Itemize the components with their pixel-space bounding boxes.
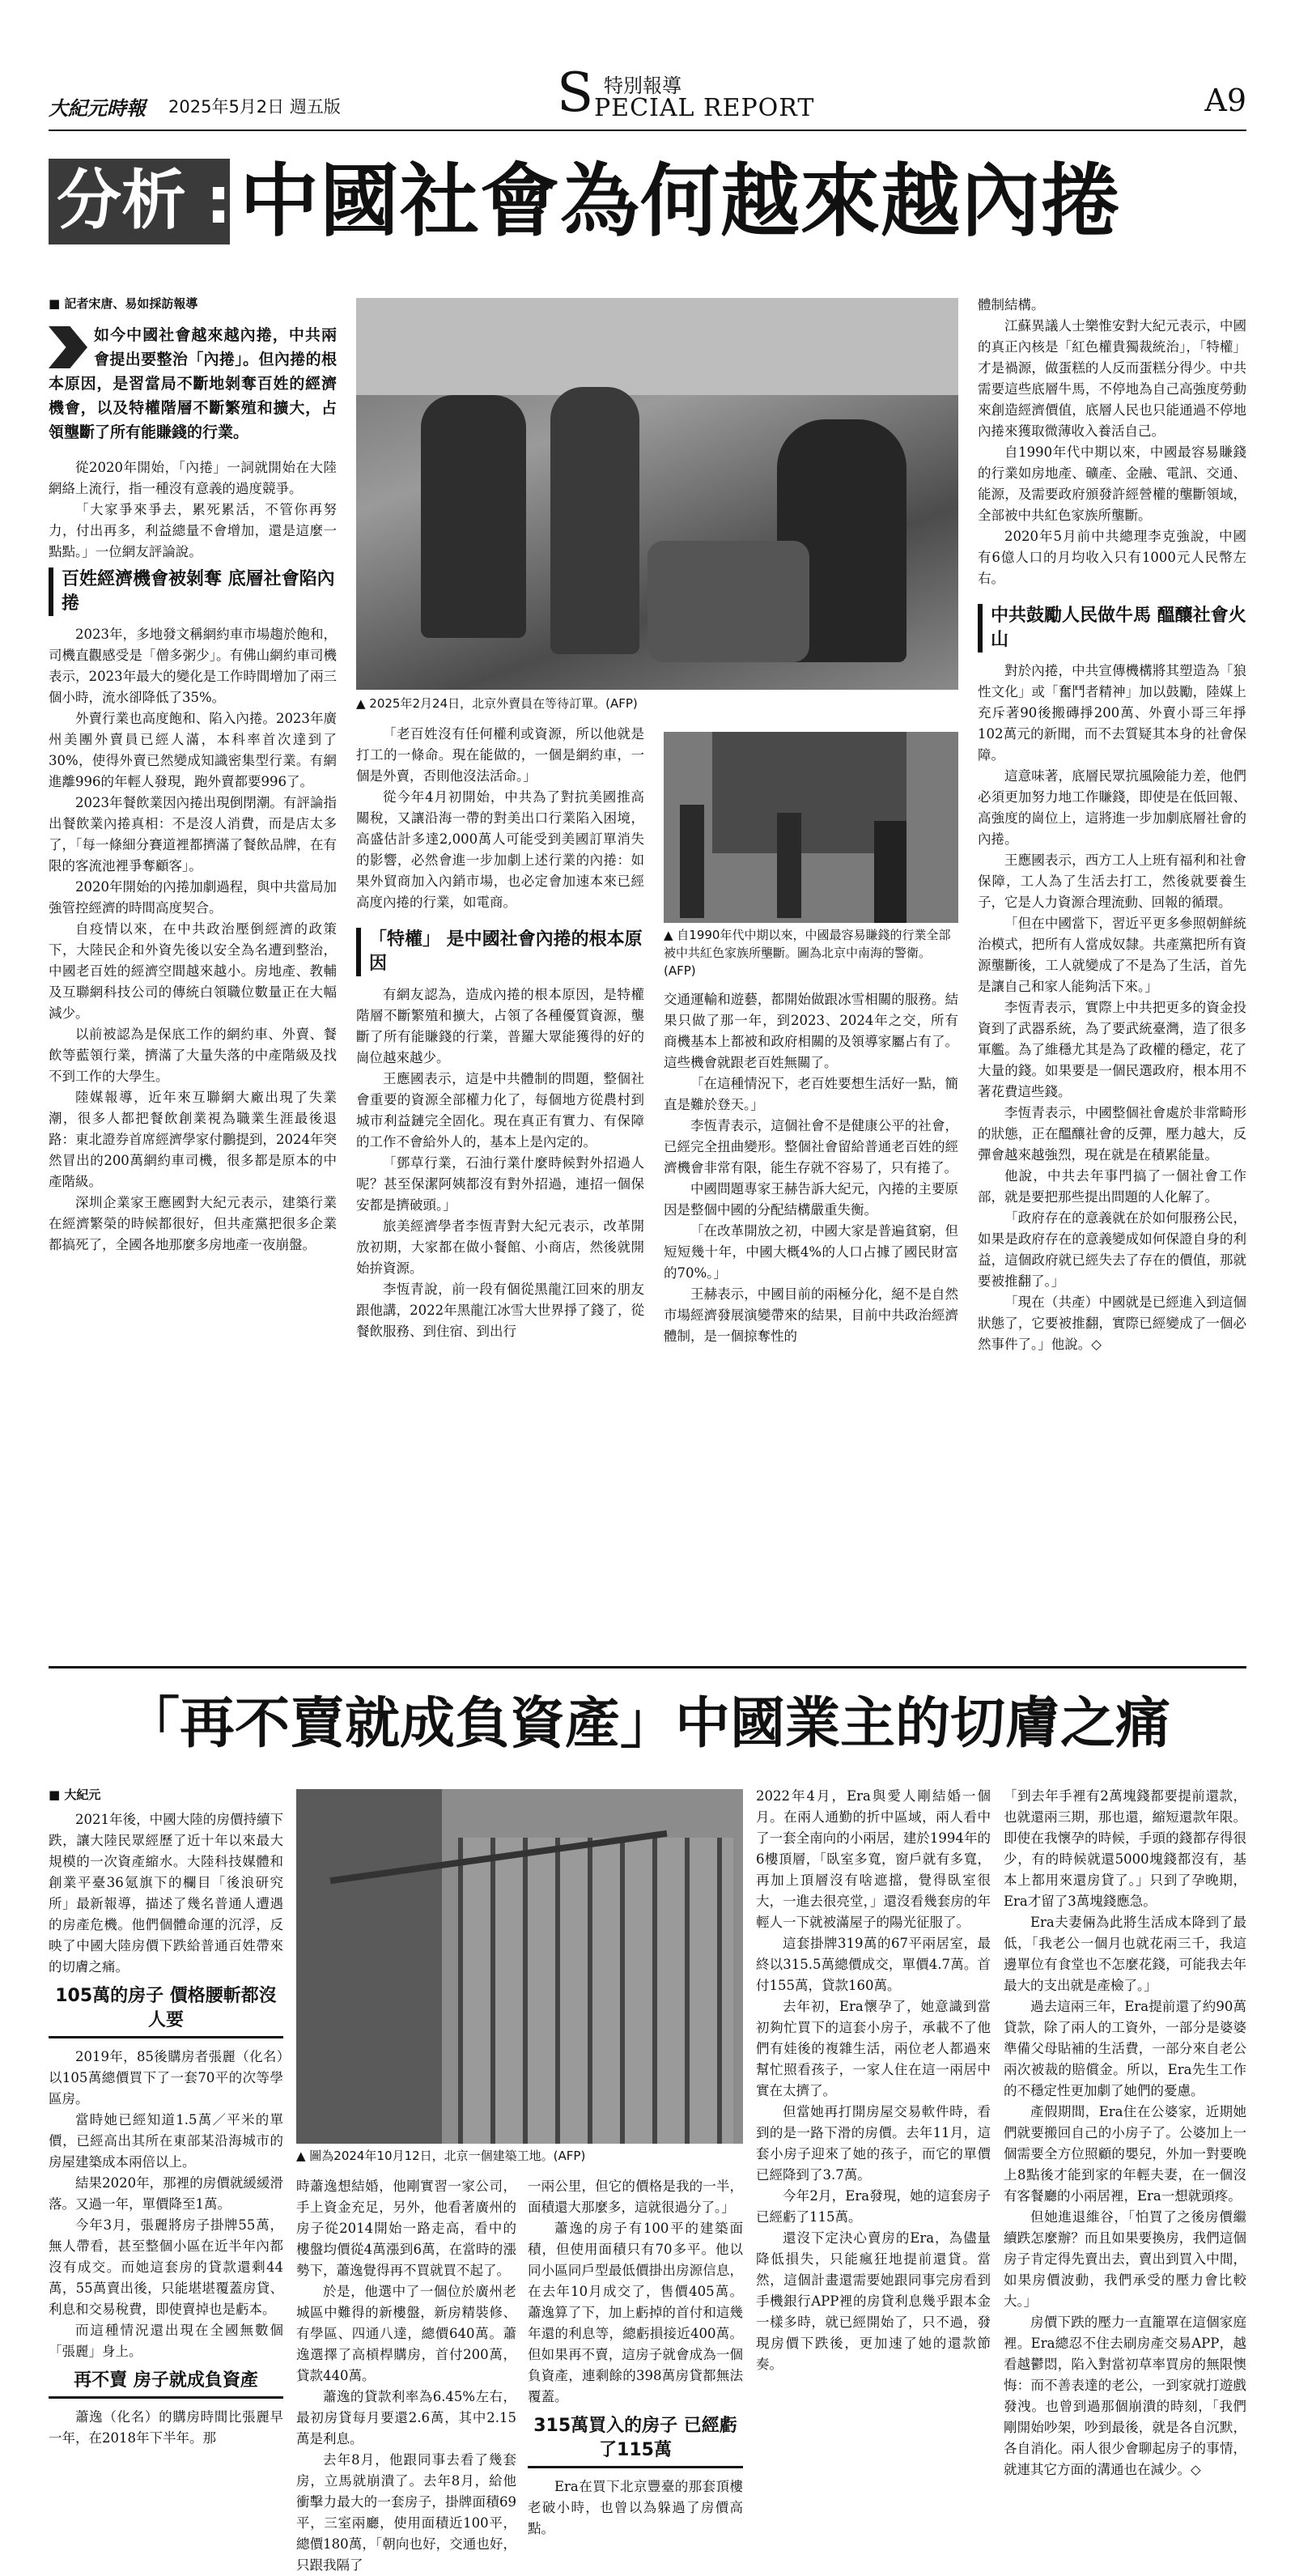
paragraph: 陸媒報導，近年來互聯網大廠出現了失業潮，很多人都把餐飲創業視為職業生涯最後退路：東北證券首席經濟學家付鵬提到，2024年突然冒出的200萬網約車司機，很多都是原本的中產階級。 xyxy=(49,1090,337,1189)
paragraph: 自1990年代中期以來，中國最容易賺錢的行業如房地產、礦產、金融、電訊、交通、能源，及需要政府頒發許經營權的壟斷領域，全部被中共紅色家族所壟斷。 xyxy=(978,444,1246,523)
analysis-label: 分析 xyxy=(57,163,186,238)
paragraph: 於是，他選中了一個位於廣州老城區中難得的新樓盤，新房精裝修、有學區、四通八達，總價640萬。蕭逸選擇了高槓桿購房，首付200萬，貸款440萬。 xyxy=(296,2284,516,2383)
paragraph: 體制結構。 xyxy=(978,297,1045,312)
article2-col3 xyxy=(528,2176,743,2536)
paragraph: 2020年5月前中共總理李克強說，中國有6億人口的月均收入只有1000元人民幣左右。 xyxy=(978,529,1246,586)
paragraph: 但她進退維谷，「怕買了之後房價繼續跌怎麼辦？而且如果要換房，我們這個房子肯定得先賣出去，賣出到買入中間，如果房價波動，我們承受的壓力會比較大。」 xyxy=(1004,2209,1246,2309)
paragraph: 他說，中共去年事門搞了一個社會工作部，就是要把那些提出問題的人化解了。 xyxy=(978,1168,1246,1205)
paragraph: 李恆青表示，實際上中共把更多的資金投資到了武器系統，為了要武統臺灣，造了很多軍艦。為了維穩尤其是為了政權的穩定，花了大量的錢。如果要是一個民選政府，根本用不著花費這些錢。 xyxy=(978,1000,1246,1099)
article2-col2 xyxy=(296,2176,516,2573)
paragraph: 「大家爭來爭去，累死累活，不管你再努力，付出再多，利益總量不會增加，還是這麼一點點。」一位網友評論說。 xyxy=(49,502,337,559)
article1-col4 xyxy=(978,295,1246,1650)
photo3-caption: ▲ 圖為2024年10月12日，北京一個建築工地。(AFP) xyxy=(296,2149,586,2163)
photo-scooter xyxy=(648,541,809,662)
paragraph: 王應國表示，這是中共體制的問題，整個社會重要的資源全部權力化了，每個地方從農村到城市利益鏈完全固化。現在真正有實力、有保障的工作不會給外人的，基本上是內定的。 xyxy=(356,1071,644,1150)
subhead-5: 再不賣 房子就成負資產 xyxy=(49,2369,283,2399)
page-number: A9 xyxy=(1204,83,1246,118)
paragraph: 「鄧草行業，石油行業什麼時候對外招過人呢？甚至保潔阿姨都沒有對外招過，連招一個保安都是擠破頭。」 xyxy=(356,1155,644,1213)
article1-col2 xyxy=(356,724,644,1650)
paragraph: 「現在（共產）中國就是已經進入到這個狀態了，它要被推翻，實際已經變成了一個必然事件了。」他說。◇ xyxy=(978,1294,1246,1352)
paragraph: 蕭逸的房子有100平的建築面積，但使用面積只有70多平。他以同小區同戶型最低價掛出房源信息，在去年10月成交了，售價405萬。蕭逸算了下，加上虧掉的首付和這幾年還的利息等，總虧損接近400萬。但如果再不賣，這房子就會成為一個負資產，連剩餘的398萬房貸都無法覆蓋。 xyxy=(528,2221,743,2404)
paragraph: 這套掛牌319萬的67平兩居室，最終以315.5萬總價成交，單價4.7萬。首付155萬，貸款160萬。 xyxy=(756,1936,991,1993)
photo-zhongnanhai-guards xyxy=(664,732,958,923)
subhead-4: 105萬的房子 價格腰斬都沒人要 xyxy=(49,1984,283,2038)
issue-date: 2025年5月2日 週五版 xyxy=(168,97,341,117)
paragraph: 蕭逸的貸款利率為6.45%左右，最初房貸每月要還2.6萬，其中2.15萬是利息。 xyxy=(296,2389,516,2446)
section-cn: 特別報導 xyxy=(604,74,681,97)
paragraph: 王應國表示，西方工人上班有福利和社會保障，工人為了生活去打工，然後就要養生子，它是人力資源合理流動、回報的循環。 xyxy=(978,852,1246,910)
paragraph: 結果2020年，那裡的房價就緩緩滑落。又過一年，單價降至1萬。 xyxy=(49,2175,283,2212)
photo-sky xyxy=(356,298,958,395)
paragraph: 2021年後，中國大陸的房價持續下跌，讓大陸民眾經歷了近十年以來最大規模的一次資產縮水。大陸科技媒體和創業平臺36氪旗下的欄目「後浪研究所」最新報導，描述了幾名普通人遭遇的房產危機。他們個體命運的沉浮，反映了中國大陸房價下跌給普通百姓帶來的切膚之痛。 xyxy=(49,1812,283,1975)
article-divider xyxy=(49,1666,1246,1668)
photo-guard xyxy=(874,821,906,923)
paragraph: 深圳企業家王應國對大紀元表示，建築行業在經濟繁榮的時候都很好，但共產黨把很多企業都搞死了，全國各地那麼多房地產一夜崩盤。 xyxy=(49,1195,337,1252)
paragraph: Era在買下北京豐臺的那套頂樓老破小時，也曾以為躲過了房價高點。 xyxy=(528,2479,743,2536)
section-en-initial: S xyxy=(557,62,594,124)
subhead-6: 315萬買入的房子 已經虧了115萬 xyxy=(528,2414,743,2468)
paragraph: 而這種情況還出現在全國無數個「張麗」身上。 xyxy=(49,2323,283,2359)
photo-rider xyxy=(550,387,639,654)
article1-col3 xyxy=(664,989,958,1650)
paragraph: 對於內捲，中共宣傳機構將其塑造為「狼性文化」或「奮鬥者精神」加以鼓勵，陸媒上充斥著90後搬磚掙200萬、外賣小哥三年掙102萬元的新聞，而不去質疑其本身的社會保障。 xyxy=(978,663,1246,763)
analysis-colon: : xyxy=(206,163,231,238)
paragraph: 2023年餐飲業因內捲出現倒閉潮。有評論指出餐飲業內捲真相：不是沒人消費，而是店太多了，「每一條細分賽道裡都擠滿了餐飲品牌，在有限的客流池裡爭奪顧客」。 xyxy=(49,795,337,874)
lead-paragraph: 如今中國社會越來越內捲，中共兩會提出要整治「內捲」。但內捲的根本原因，是習當局不斷地剝奪百姓的經濟機會，以及特權階層不斷繁殖和擴大，占領壟斷了所有能賺錢的行業。 xyxy=(49,326,337,441)
photo-rider xyxy=(421,395,526,638)
photo-delivery-riders xyxy=(356,298,958,690)
paragraph: 但當她再打開房屋交易軟件時，看到的是一路下滑的房價。去年11月，這套小房子迎來了她的孩子，而它的單價已經降到了3.7萬。 xyxy=(756,2104,991,2183)
paragraph: 2019年，85後購房者張麗（化名）以105萬總價買下了一套70平的次等學區房。 xyxy=(49,2049,283,2106)
photo2-caption: ▲ 自1990年代中期以來，中國最容易賺錢的行業全部被中共紅色家族所壟斷。圖為北京中南海的警衛。(AFP) xyxy=(664,928,951,978)
paragraph: 2022年4月，Era與愛人剛結婚一個月。在兩人通勤的折中區域，兩人看中了一套全南向的小兩居，建於1994年的6樓頂層，「臥室多寬，窗戶就有多寬，再加上頂層沒有啥遮擋，覺得臥室很大，一進去很亮堂，」還沒看幾套房的年輕人一下就被滿屋子的陽光征服了。 xyxy=(756,1788,991,1930)
photo1-caption: ▲ 2025年2月24日，北京外賣員在等待訂單。(AFP) xyxy=(356,696,638,711)
article2-col1 xyxy=(49,1786,283,2446)
paragraph: 從今年4月初開始，中共為了對抗美國推高關稅，又讓沿海一帶的對美出口行業陷入困境，高盛估計多達2,000萬人可能受到美國訂單消失的影響，必然會進一步加劇上述行業的內捲：如果外貿商加入內銷市場，也必定會加速本來已經高度內捲的行業，如電商。 xyxy=(356,789,644,910)
article1-col1 xyxy=(49,295,337,1650)
paragraph: 李恆青說，前一段有個從黑龍江回來的朋友跟他講，2022年黑龍江冰雪大世界掙了錢了，從餐飲服務、到住宿、到出行 xyxy=(356,1282,644,1339)
paper-name: 大紀元時報 xyxy=(49,96,146,120)
paragraph: 李恆青表示，中國整個社會處於非常畸形的狀態，正在醞釀社會的反彈，壓力越大，反彈會越來越強烈，現在就是在積累能量。 xyxy=(978,1105,1246,1163)
paragraph: 有網友認為，造成內捲的根本原因，是特權階層不斷繁殖和擴大，占領了各種優質資源，壟斷了所有能賺錢的行業，普羅大眾能獲得的好的崗位越來越少。 xyxy=(356,987,644,1065)
paragraph: 從2020年開始，「內捲」一詞就開始在大陸網絡上流行，指一種沒有意義的過度競爭。 xyxy=(49,460,337,496)
paragraph: 今年3月，張麗將房子掛牌55萬，無人帶看，甚至整個小區在近半年內都沒有成交。而她這套房的貸款還剩44萬，55萬賣出後，只能堪堪覆蓋房貸、利息和交易稅費，即使賣掉也是虧本。 xyxy=(49,2217,283,2317)
paragraph: 蕭逸（化名）的購房時間比張麗早一年，在2018年下半年。那 xyxy=(49,2409,283,2446)
paragraph: 一兩公里，但它的價格是我的一半，面積還大那麼多，這就很過分了。」 xyxy=(528,2179,743,2215)
paragraph: 當時她已經知道1.5萬／平米的單價，已經高出其所在東部某沿海城市的房屋建築成本兩倍以上。 xyxy=(49,2112,283,2170)
paragraph: 王赫表示，中國目前的兩極分化，絕不是自然市場經濟發展演變帶來的結果，目前中共政治經濟體制，是一個掠奪性的 xyxy=(664,1286,958,1344)
subhead-1: 百姓經濟機會被剝奪 底層社會陷內捲 xyxy=(49,567,337,616)
paragraph: 江蘇異議人士樂惟安對大紀元表示，中國的真正內核是「紅色權貴獨裁統治」，「特權」才是禍源，做蛋糕的人反而蛋糕分得少。中共需要這些底層牛馬，不停地為自己高強度勞動來創造經濟價值，底層人民也只能通過不停地內捲來獲取微薄收入養活自己。 xyxy=(978,318,1246,439)
paragraph: 過去這兩三年，Era提前還了約90萬貸款，除了兩人的工資外，一部分是婆婆準備父母貼補的生活費，一部分來自老公兩次被裁的賠償金。所以，Era先生工作的不穩定性更加劇了她們的憂慮。 xyxy=(1004,1999,1246,2098)
paragraph: 去年初，Era懷孕了，她意識到當初夠忙買下的這套小房子，承載不了他們有娃後的複雜生活，兩位老人都過來幫忙照看孩子，一家人住在這一兩居中實在太擠了。 xyxy=(756,1999,991,2098)
article2-headline: 「再不賣就成負資產」中國業主的切膚之痛 xyxy=(124,1692,1170,1756)
paragraph: 李恆青表示，這個社會不是健康公平的社會，已經完全扭曲變形。整個社會留給普通老百姓的經濟機會非常有限，能生存就不容易了，只有捲了。 xyxy=(664,1118,958,1175)
paragraph: 產假期間，Era住在公婆家，近期她們就要搬回自己的小房子了。公婆加上一個需要全方位照顧的嬰兒，外加一對要晚上8點後才能到家的年輕夫妻，在一個沒有客餐廳的小兩居裡，Era一想就頭疼。 xyxy=(1004,2104,1246,2204)
paragraph: 「但在中國當下，習近平更多參照朝鮮統治模式，把所有人當成奴隸。共產黨把所有資源壟斷後，工人就變成了不是為了生活，首先是讓自己和家人能夠活下來。」 xyxy=(978,916,1246,994)
paragraph: Era夫妻倆為此將生活成本降到了最低，「我老公一個月也就花兩三千，我這邊單位有食堂也不怎麼花錢，可能我去年最大的支出就是產檢了。」 xyxy=(1004,1915,1246,1993)
paragraph: 「在這種情況下，老百姓要想生活好一點，簡直是難於登天。」 xyxy=(664,1076,958,1112)
article2-col5 xyxy=(1004,1786,1246,2477)
masthead xyxy=(49,62,1246,126)
photo-guard xyxy=(777,813,801,918)
section-en: PECIAL REPORT xyxy=(594,94,815,122)
lead-arrow-icon xyxy=(49,326,87,368)
paragraph: 房價下跌的壓力一直籠罩在這個家庭裡。Era總忍不住去刷房產交易APP，越看越鬱悶，陷入對當初草率買房的無限懊悔：而不善表達的老公，一到家就打遊戲發洩。也曾到過那個崩潰的時刻，「我們剛開始吵架，吵到最後，就是各自沉默，各自消化。兩人很少會聊起房子的事情，就連其它方面的溝通也在減少。◇ xyxy=(1004,2315,1246,2477)
paragraph: 去年8月，他跟同事去看了幾套房，立馬就崩潰了。去年8月，給他衝擊力最大的一套房子，掛牌面積69平，三室兩廳，使用面積近100平，總價180萬，「朝向也好，交通也好，只跟我隔了 xyxy=(296,2452,516,2573)
paragraph: 這意味著，底層民眾抗風險能力差，他們必須更加努力地工作賺錢，即使是在低回報、高強度的崗位上，這將進一步加劇底層社會的內捲。 xyxy=(978,768,1246,847)
paragraph: 交通運輸和遊藝，都開始做跟冰雪相關的服務。結果只做了那一年，到2023、2024年之交，所有商機基本上都被和政府相關的及領導家屬占有了。這些機會就跟老百姓無關了。 xyxy=(664,992,958,1070)
paragraph: 自疫情以來，在中共政治壓倒經濟的政策下，大陸民企和外資先後以安全為名遭到整治，中國老百姓的經濟空間越來越小。房地產、教輔及互聯網科技公司的傳統白領職位數量正在大幅減少。 xyxy=(49,921,337,1021)
paragraph: 時蕭逸想結婚，他剛實習一家公司，手上資金充足，另外，他看著廣州的房子從2014開始一路走高，看中的樓盤均價從4萬漲到6萬，在當時的漲勢下，蕭逸覺得再不買就買不起了。 xyxy=(296,2179,516,2278)
paragraph: 「老百姓沒有任何權利或資源，所以他就是打工的一條命。現在能做的，一個是網約車，一個是外賣，否則他沒法活命。」 xyxy=(356,726,644,784)
photo-building xyxy=(296,1789,442,2144)
paragraph: 「政府存在的意義就在於如何服務公民，如果是政府存在的意義變成如何保證自身的利益，這個政府就已經失去了存在的價值，那就要被推翻了。」 xyxy=(978,1210,1246,1289)
paragraph: 2020年開始的內捲加劇過程，與中共當局加強管控經濟的時間高度契合。 xyxy=(49,879,337,916)
article1-headline: 中國社會為何越來越內捲 xyxy=(240,155,1122,248)
paragraph: 2023年，多地發文稱網約車市場趨於飽和，司機直觀感受是「僧多粥少」。有佛山網約車司機表示，2023年最大的變化是工作時間增加了兩三個小時，流水卻降低了35%。 xyxy=(49,627,337,705)
masthead-rule xyxy=(49,130,1246,131)
article1-byline: ■ 記者宋唐、易如採訪報導 xyxy=(49,296,198,311)
paragraph: 中國問題專家王赫告訴大紀元，內捲的主要原因是整個中國的分配結構嚴重失衡。 xyxy=(664,1181,958,1218)
article2-col4 xyxy=(756,1786,991,2372)
photo-guard xyxy=(680,805,704,918)
subhead-2: 「特權」 是中國社會內捲的根本原因 xyxy=(356,928,644,976)
subhead-3: 中共鼓勵人民做牛馬 醞釀社會火山 xyxy=(978,604,1246,653)
paragraph: 以前被認為是保底工作的網約車、外賣、餐飲等藍領行業，擠滿了大量失落的中產階級及找不到工作的大學生。 xyxy=(49,1027,337,1084)
paragraph: 外賣行業也高度飽和、陷入內捲。2023年廣州美團外賣員已經人滿，本科率首次達到了30%，使得外賣已然變成知識密集型行業。有網進離996的年輕人發現，跑外賣都要996了。 xyxy=(49,711,337,789)
photo-scaffold xyxy=(458,1838,733,2144)
paragraph: 「在改革開放之初，中國大家是普遍貧窮，但短短幾十年，中國大概4%的人口占據了國民財富的70%。」 xyxy=(664,1223,958,1281)
paragraph: 還沒下定決心賣房的Era，為儘量降低損失，只能瘋狂地提前還貸。當然，這個計畫還需要她跟同事完房看到手機銀行APP裡的房貸利息幾乎跟本金一樣多時，就已經開始了，只不過，發現房價下跌後，更加速了她的還款節奏。 xyxy=(756,2230,991,2372)
article2-byline: ■ 大紀元 xyxy=(49,1787,101,1802)
paragraph: 今年2月，Era發現，她的這套房子已經虧了115萬。 xyxy=(756,2188,991,2225)
paragraph: 「到去年手裡有2萬塊錢都要提前還款，也就還兩三期，那也還，縮短還款年限。即使在我懷孕的時候，手頭的錢都存得很少，有的時候就還5000塊錢都沒有，基本上都用來還房貸了。」只到了孕晚期，Era才留了3萬塊錢應急。 xyxy=(1004,1788,1246,1909)
photo-construction-site xyxy=(296,1789,743,2144)
paragraph: 旅美經濟學者李恆青對大紀元表示，改革開放初期，大家都在做小餐館、小商店，然後就開始拚資源。 xyxy=(356,1218,644,1276)
